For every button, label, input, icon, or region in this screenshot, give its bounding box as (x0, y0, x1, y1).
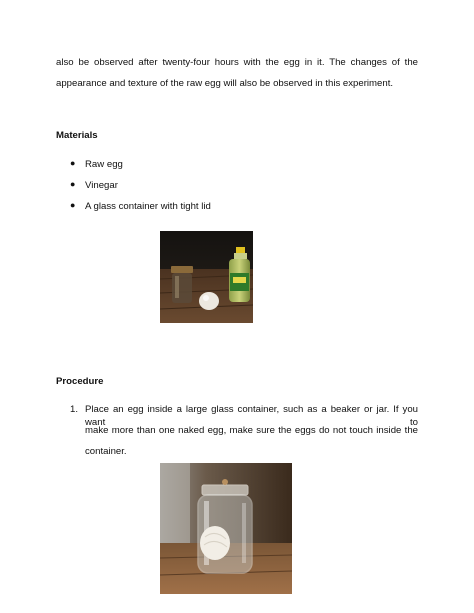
jar-with-egg-graphic (198, 479, 252, 573)
materials-photo (160, 231, 253, 323)
bullet-icon: ● (70, 179, 76, 189)
egg-graphic (200, 526, 230, 560)
material-item-glass-container: A glass container with tight lid (85, 201, 211, 212)
bullet-icon: ● (70, 158, 76, 168)
material-item-raw-egg: Raw egg (85, 159, 123, 170)
procedure-photo (160, 463, 292, 594)
bullet-icon: ● (70, 200, 76, 210)
intro-line-1: also be observed after twenty-four hours with the egg in it. The changes of the (56, 57, 418, 68)
intro-line-2: appearance and texture of the raw egg will also be observed in this experiment. (56, 78, 394, 89)
jar-graphic (171, 266, 193, 303)
procedure-heading: Procedure (56, 376, 104, 387)
materials-heading: Materials (56, 130, 98, 141)
step-1-line-2: make more than one naked egg, make sure the eggs do not touch inside the (85, 425, 418, 436)
material-item-vinegar: Vinegar (85, 180, 118, 191)
egg-graphic (199, 292, 219, 310)
step-number: 1. (70, 404, 79, 415)
step-1-line-1: Place an egg inside a large glass container, such as a beaker or jar. If you want to (85, 404, 418, 428)
step-1-line-3: container. (85, 446, 127, 457)
